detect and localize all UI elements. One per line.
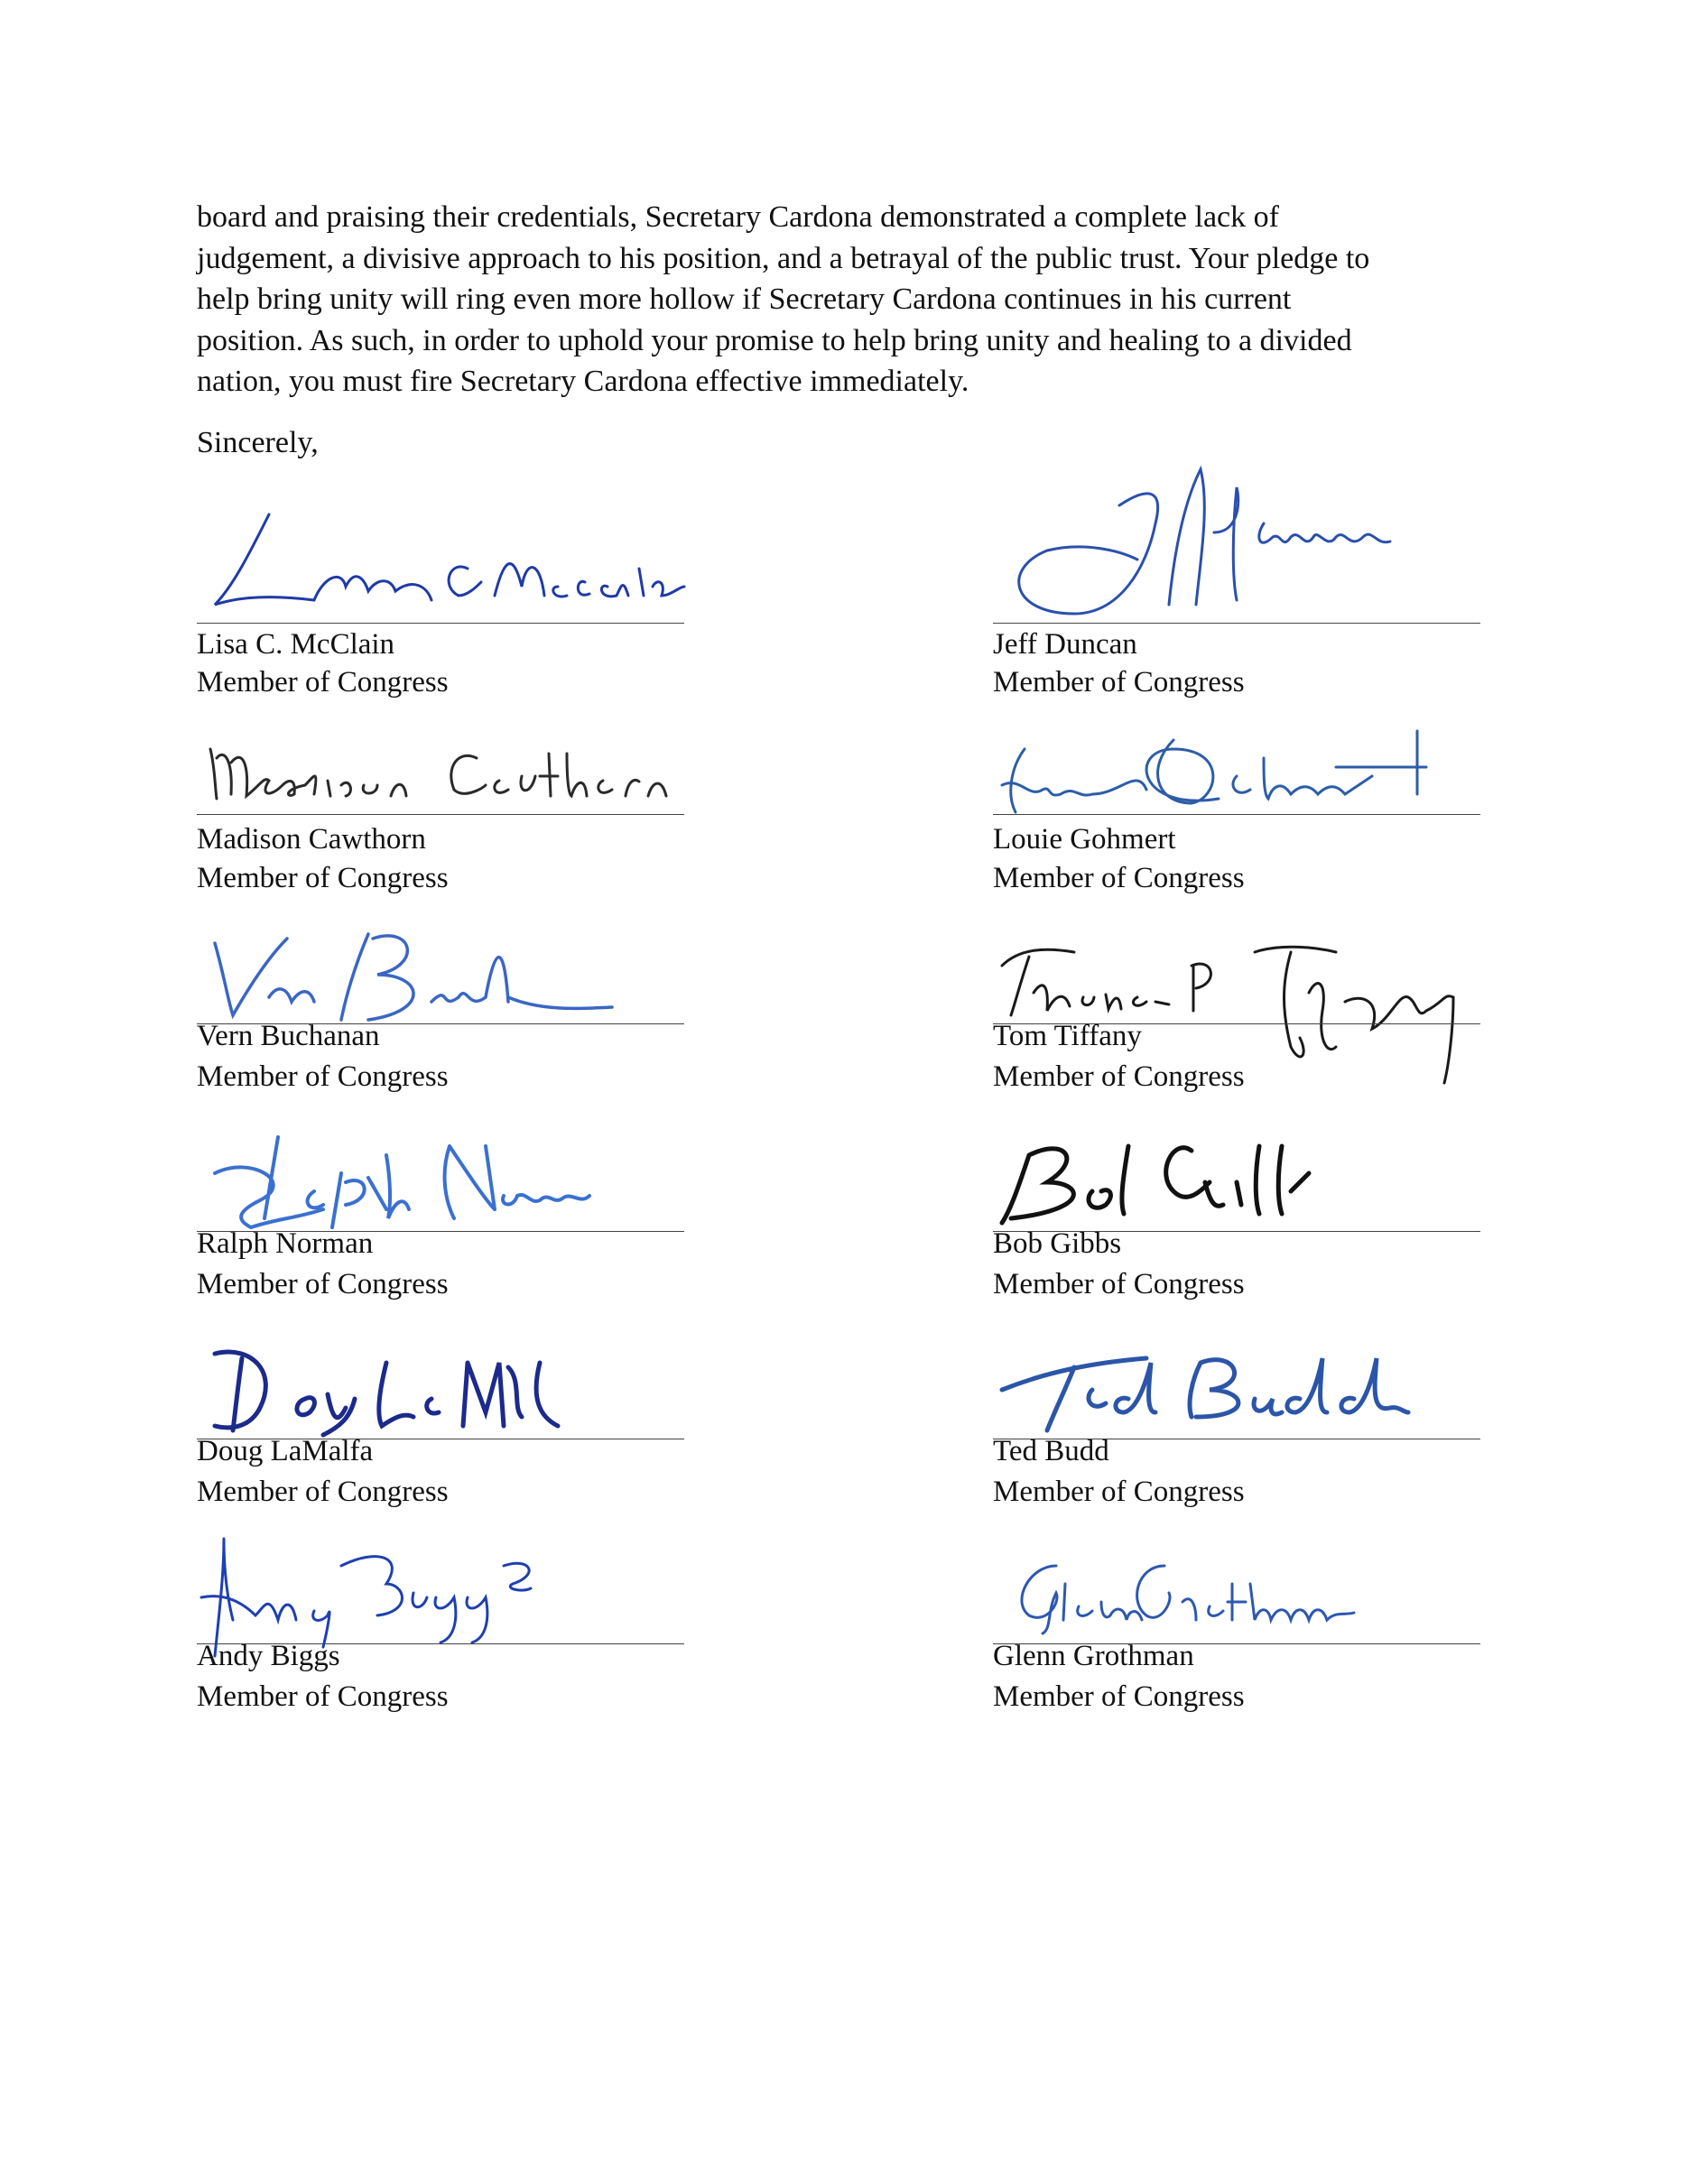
signature-stroke — [210, 749, 666, 799]
signatory-title: Member of Congress — [197, 862, 449, 894]
signatory-title: Member of Congress — [993, 862, 1245, 894]
signature-line — [197, 623, 684, 624]
signature-block — [197, 451, 684, 699]
closing: Sincerely, — [197, 426, 319, 459]
signatory-name: Glenn Grothman — [993, 1640, 1194, 1672]
signatory-name: Doug LaMalfa — [197, 1435, 374, 1467]
signatory-name: Bob Gibbs — [993, 1227, 1122, 1260]
signature-block — [197, 1119, 684, 1318]
signature-image — [993, 1119, 1480, 1236]
signatory-title: Member of Congress — [197, 1268, 449, 1300]
letter-body — [197, 197, 1497, 403]
signature-image — [993, 451, 1480, 623]
body-line: nation, you must fire Secretary Cardona effective immediately. — [197, 365, 969, 398]
signature-block — [993, 1327, 1480, 1525]
signatory-title: Member of Congress — [993, 666, 1245, 699]
signature-stroke — [215, 934, 612, 1020]
signatory-name: Tom Tiffany — [993, 1020, 1142, 1052]
signatory-name: Jeff Duncan — [993, 628, 1137, 661]
signature-stroke — [1002, 1146, 1309, 1223]
body-line: position. As such, in order to uphold your promise to help bring unity and healing to a divided — [197, 323, 1352, 357]
signature-line — [197, 814, 684, 815]
signature-block — [993, 1530, 1480, 1733]
signatory-title: Member of Congress — [993, 1680, 1245, 1713]
signature-stroke — [215, 514, 684, 605]
signature-image — [197, 713, 684, 821]
signatory-title: Member of Congress — [197, 1060, 449, 1093]
signatory-name: Ted Budd — [993, 1435, 1109, 1467]
signature-block — [197, 713, 684, 902]
signatory-title: Member of Congress — [993, 1476, 1245, 1508]
signature-line — [993, 623, 1480, 624]
signature-image — [197, 1327, 684, 1444]
signature-stroke — [201, 1539, 531, 1656]
signature-block — [993, 451, 1480, 699]
signatory-title: Member of Congress — [197, 666, 449, 699]
signature-line — [993, 814, 1480, 815]
signature-block — [993, 912, 1480, 1110]
signatory-name: Vern Buchanan — [197, 1020, 380, 1052]
signature-block — [993, 713, 1480, 902]
signature-stroke — [215, 1137, 589, 1227]
signature-image — [993, 1530, 1480, 1647]
signature-image — [197, 451, 684, 623]
body-line: judgement, a divisive approach to his position, and a betrayal of the public trust. Your pledge to — [197, 241, 1370, 275]
signature-block — [197, 912, 684, 1110]
signature-stroke — [1002, 1358, 1408, 1430]
signatory-title: Member of Congress — [197, 1476, 449, 1508]
signature-block — [197, 1327, 684, 1525]
signature-stroke — [215, 1352, 558, 1435]
signatory-name: Louie Gohmert — [993, 823, 1176, 856]
signatory-name: Andy Biggs — [197, 1640, 340, 1672]
body-line: help bring unity will ring even more hollow if Secretary Cardona continues in his current — [197, 282, 1292, 316]
signature-image — [197, 912, 684, 1029]
signature-image — [993, 713, 1480, 821]
signature-stroke — [1002, 731, 1426, 812]
body-line: board and praising their credentials, Secretary Cardona demonstrated a complete lack of — [197, 200, 1279, 234]
signatory-name: Ralph Norman — [197, 1227, 374, 1260]
signatory-title: Member of Congress — [993, 1268, 1245, 1300]
signature-image — [993, 1327, 1480, 1444]
signatory-name: Madison Cawthorn — [197, 823, 426, 856]
signature-stroke — [1019, 469, 1390, 614]
signatory-name: Lisa C. McClain — [197, 628, 395, 661]
signature-stroke — [1022, 1566, 1354, 1633]
signature-block — [993, 1119, 1480, 1318]
signatory-title: Member of Congress — [197, 1680, 449, 1713]
signatory-title: Member of Congress — [993, 1060, 1245, 1093]
signature-block — [197, 1530, 684, 1733]
